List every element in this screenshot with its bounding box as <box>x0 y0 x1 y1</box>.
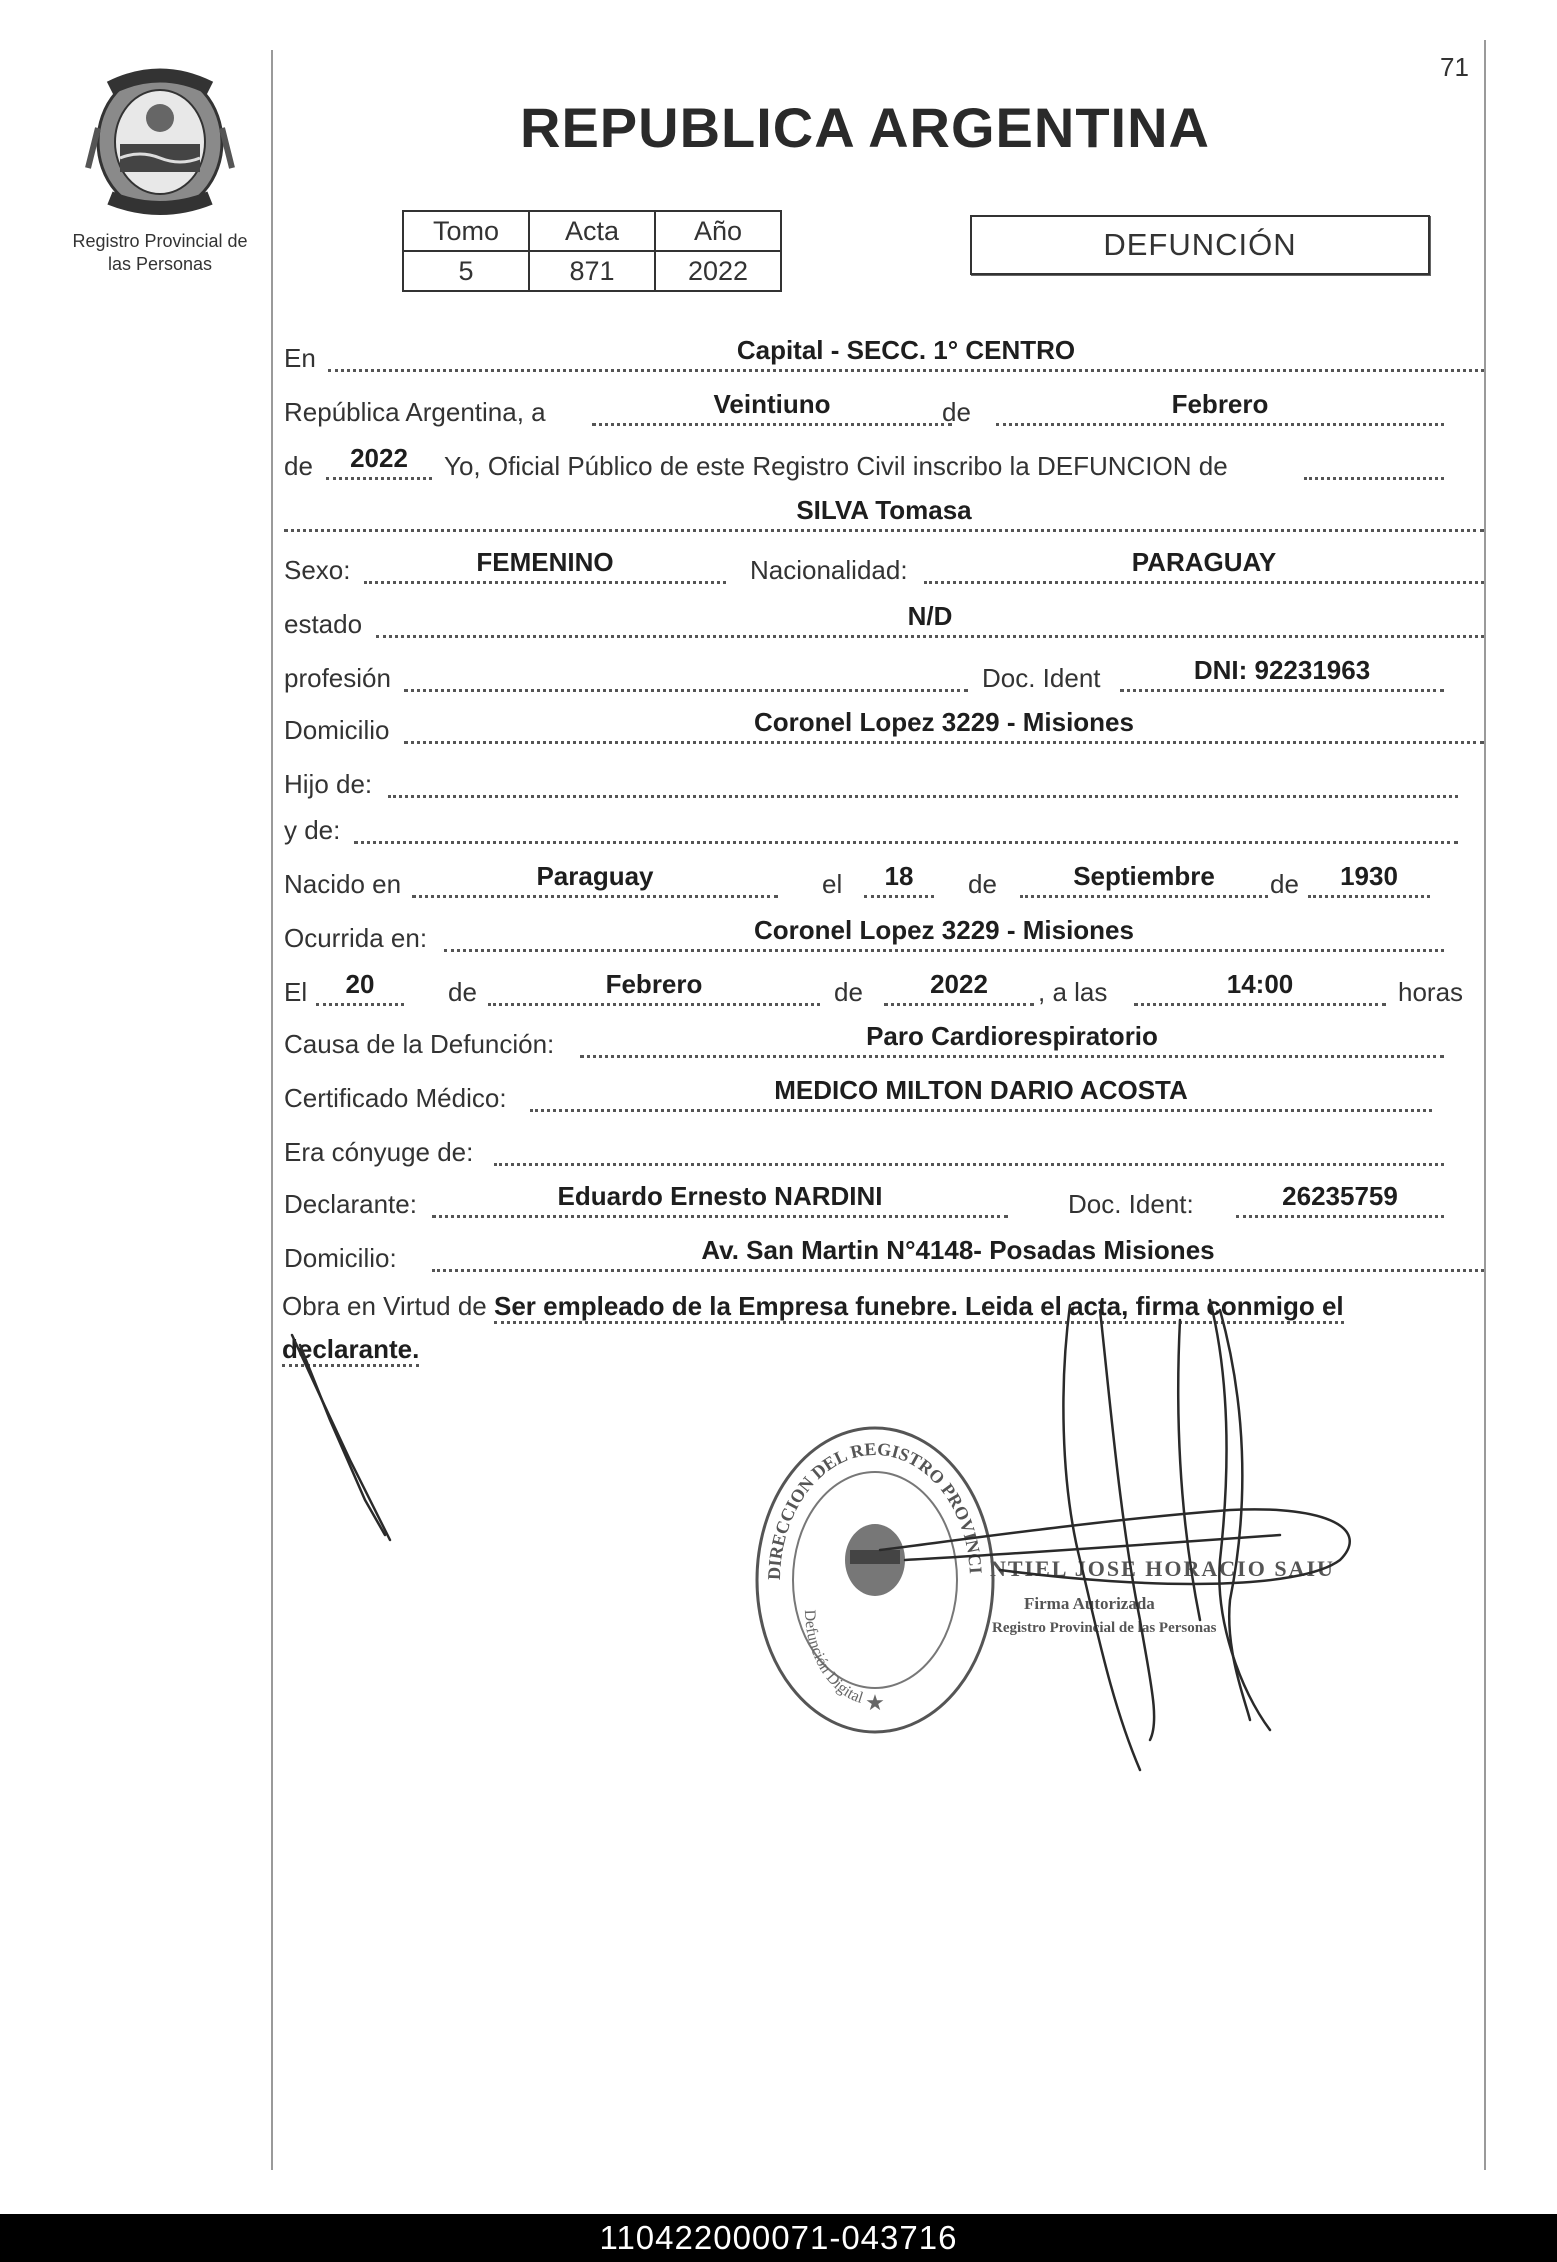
anio-header: Año <box>655 211 781 251</box>
acta-value: 871 <box>529 251 655 291</box>
left-margin-line <box>271 50 273 2170</box>
death-time-field: 14:00 <box>1134 967 1386 1006</box>
obra-field: Ser empleado de la Empresa funebre. Leida el acta, firma conmigo el declarante. <box>282 1291 1344 1367</box>
death-year-field: 2022 <box>884 967 1034 1006</box>
estado-field: N/D <box>376 599 1484 638</box>
profesion-label: profesión <box>284 663 391 693</box>
form-line-ocurrida <box>284 915 1484 958</box>
form-line-hijo <box>284 766 1484 804</box>
death-month-field: Febrero <box>488 967 820 1006</box>
seal-inner-text: Defunción Digital <box>800 1609 866 1707</box>
nac-de-label: de <box>968 869 997 899</box>
en-label: En <box>284 343 316 373</box>
form-line-estado <box>284 601 1484 644</box>
hijo-field <box>388 759 1458 798</box>
page-title: REPUBLICA ARGENTINA <box>520 96 1210 159</box>
registry-name-line1: Registro Provincial de <box>72 231 248 251</box>
stamp-line2: Registro Provincial de las Personas <box>992 1620 1217 1636</box>
nacido-field: Paraguay <box>412 859 778 898</box>
page-number: 71 <box>1440 52 1469 82</box>
inscribo-text: Yo, Oficial Público de este Registro Civil inscribo la DEFUNCION de <box>444 451 1228 481</box>
svg-text:Defunción Digital <box>801 1609 866 1707</box>
tomo-value: 5 <box>403 251 529 291</box>
deceased-name-field: SILVA Tomasa <box>284 493 1484 532</box>
en-field: Capital - SECC. 1° CENTRO <box>328 333 1484 372</box>
conyuge-field <box>494 1127 1444 1166</box>
de2-label: de <box>284 451 313 481</box>
nacido-label: Nacido en <box>284 869 402 899</box>
form-line-certificado <box>284 1075 1484 1118</box>
acta-header: Acta <box>529 211 655 251</box>
conyuge-label: Era cónyuge de: <box>284 1137 474 1167</box>
document-type-box: DEFUNCIÓN <box>970 215 1430 275</box>
death-day-field: 20 <box>316 967 404 1006</box>
birth-month-field: Septiembre <box>1020 859 1268 898</box>
coat-of-arms-icon <box>80 58 240 218</box>
form-line-fecha-defuncion <box>284 969 1484 1012</box>
republica-label: República Argentina, a <box>284 397 546 427</box>
decl-domicilio-field: Av. San Martin N°4148- Posadas Misiones <box>432 1233 1484 1272</box>
def-de2-label: de <box>834 977 863 1007</box>
anio-value: 2022 <box>655 251 781 291</box>
form-line-nacido <box>284 861 1484 904</box>
el2-label: El <box>284 977 308 1007</box>
horas-label: horas <box>1398 977 1464 1007</box>
causa-field: Paro Cardiorespiratorio <box>580 1019 1444 1058</box>
hijo-label: Hijo de: <box>284 769 373 799</box>
yde-field <box>354 805 1458 844</box>
domicilio-label: Domicilio <box>284 715 390 745</box>
sexo-field: FEMENINO <box>364 545 726 584</box>
form-line-date <box>284 389 1484 432</box>
form-line-sexo <box>284 547 1484 590</box>
nac-de2-label: de <box>1270 869 1299 899</box>
month-field: Febrero <box>996 387 1444 426</box>
causa-label: Causa de la Defunción: <box>284 1029 555 1059</box>
form-line-decl-domicilio <box>284 1235 1484 1278</box>
birth-year-field: 1930 <box>1308 859 1430 898</box>
certificado-label: Certificado Médico: <box>284 1083 507 1113</box>
seal-outer-text: DIRECCION DEL REGISTRO PROVINCI <box>763 1438 986 1581</box>
yde-label: y de: <box>284 815 341 845</box>
decl-doc-label: Doc. Ident: <box>1068 1189 1194 1219</box>
obra-en-virtud <box>282 1285 1482 1371</box>
declarante-label: Declarante: <box>284 1189 417 1219</box>
nacionalidad-field: PARAGUAY <box>924 545 1484 584</box>
ocurrida-field: Coronel Lopez 3229 - Misiones <box>444 913 1444 952</box>
form-line-en <box>284 335 1484 378</box>
form-line-conyuge <box>284 1134 1484 1172</box>
form-line-yde <box>284 812 1484 850</box>
official-seal-icon <box>745 1410 1005 1750</box>
domicilio-field: Coronel Lopez 3229 - Misiones <box>404 705 1484 744</box>
sexo-label: Sexo: <box>284 555 351 585</box>
form-line-nombre <box>284 495 1484 538</box>
stamp-name: NTIEL JOSE HORACIO SAIU <box>990 1556 1335 1581</box>
form-line-causa <box>284 1021 1484 1064</box>
registry-name-line2: las Personas <box>107 254 213 274</box>
obra-label: Obra en Virtud de <box>282 1291 487 1321</box>
certificado-field: MEDICO MILTON DARIO ACOSTA <box>530 1073 1432 1112</box>
ocurrida-label: Ocurrida en: <box>284 923 428 953</box>
form-line-domicilio <box>284 707 1484 750</box>
decl-domicilio-label: Domicilio: <box>284 1243 397 1273</box>
birth-day-field: 18 <box>864 859 934 898</box>
de-label: de <box>942 397 971 427</box>
document-code: 110422000071-043716 <box>599 2219 958 2256</box>
profesion-field <box>404 653 968 692</box>
a-las-label: , a las <box>1038 977 1108 1007</box>
nacionalidad-label: Nacionalidad: <box>750 555 908 585</box>
registry-name <box>40 230 280 276</box>
form-line-inscribo <box>284 443 1484 486</box>
inscribo-blank <box>1304 441 1444 480</box>
estado-label: estado <box>284 609 363 639</box>
right-margin-line <box>1484 40 1486 2170</box>
svg-text:★: ★ <box>865 1690 885 1715</box>
declarante-field: Eduardo Ernesto NARDINI <box>432 1179 1008 1218</box>
tomo-header: Tomo <box>403 211 529 251</box>
doc-ident-label: Doc. Ident <box>982 663 1101 693</box>
day-field: Veintiuno <box>592 387 952 426</box>
decl-doc-field: 26235759 <box>1236 1179 1444 1218</box>
year-field: 2022 <box>326 441 432 480</box>
record-table <box>402 210 782 292</box>
stamp-line1: Firma Autorizada <box>1024 1594 1155 1613</box>
def-de-label: de <box>448 977 477 1007</box>
doc-ident-field: DNI: 92231963 <box>1120 653 1444 692</box>
form-line-declarante <box>284 1181 1484 1224</box>
form-line-profesion <box>284 655 1484 698</box>
el-label: el <box>822 869 843 899</box>
